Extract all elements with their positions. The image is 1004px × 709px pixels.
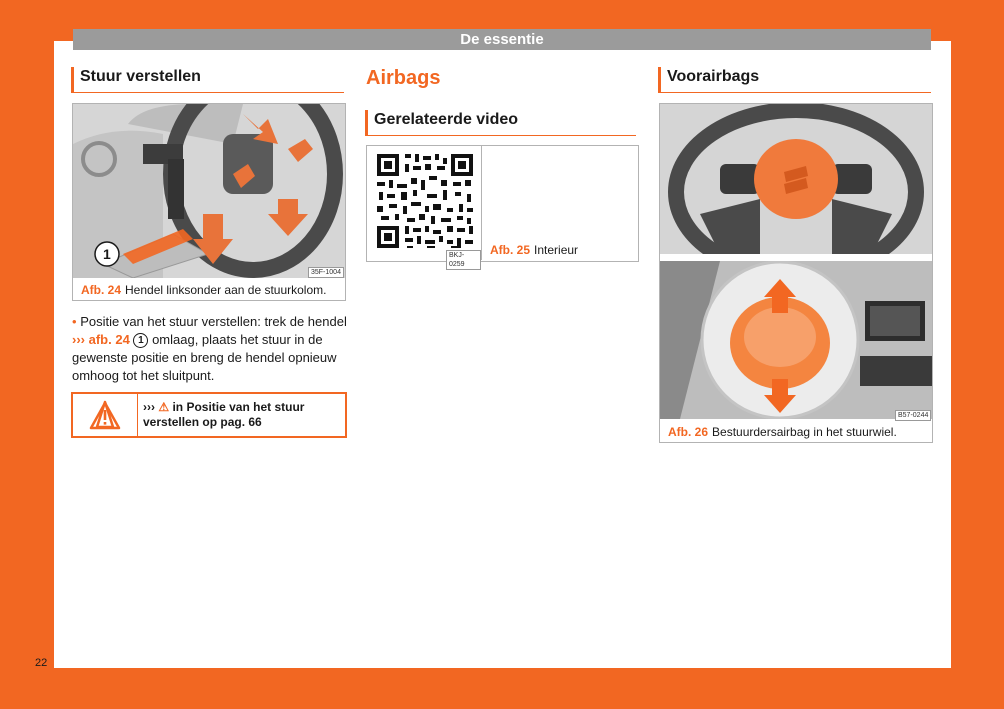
warning-icon-panel	[73, 394, 138, 436]
figure-caption	[668, 425, 930, 439]
warning-link[interactable]	[143, 400, 339, 430]
instruction-text-start: Positie van het stuur verstellen: trek de hendel	[80, 314, 347, 329]
steering-wheel-closeup-illustration	[660, 104, 932, 254]
small-warning-icon: ⚠	[158, 400, 170, 414]
warning-text: in Positie van het stuur verstellen op pag. 66	[143, 400, 305, 429]
section-heading-stuur-verstellen: Stuur verstellen	[71, 67, 344, 93]
warning-box	[71, 392, 347, 438]
warning-arrows: ›››	[143, 400, 155, 414]
caption-label[interactable]: Afb. 26	[668, 425, 709, 439]
warning-triangle-icon	[73, 394, 137, 436]
caption-label[interactable]: Afb. 25	[490, 243, 531, 257]
section-heading-gerelateerde-video: Gerelateerde video	[365, 110, 636, 136]
figure-qr-video	[366, 145, 639, 268]
figure-code: 35F-1004	[308, 267, 344, 278]
instruction-text-end: omlaag, plaats het stuur in de gewenste positie en breng de hendel opnieuw omhoog tot het sluitpunt.	[72, 332, 337, 383]
figure-caption	[81, 283, 341, 297]
airbag-deployed-illustration	[660, 261, 932, 419]
figure-driver-airbag	[659, 103, 933, 443]
instruction-paragraph	[72, 313, 347, 385]
qr-code-panel[interactable]	[367, 146, 482, 268]
figure-callout-1: 1	[103, 246, 111, 262]
airbag-deployed-svg	[660, 261, 932, 419]
figure-caption	[490, 243, 630, 257]
figure-code: B57-0244	[895, 410, 931, 421]
figure-code: BKJ-0259	[446, 250, 481, 270]
callout-number: 1	[133, 333, 148, 348]
caption-label[interactable]: Afb. 24	[81, 283, 122, 297]
chapter-header: De essentie	[73, 29, 931, 50]
steering-lever-svg	[73, 104, 345, 278]
caption-text: Hendel linksonder aan de stuurkolom.	[125, 283, 327, 297]
bullet-mark: •	[72, 314, 77, 329]
figure-reference-link[interactable]: ››› afb. 24	[72, 332, 130, 347]
qr-code-icon	[367, 146, 481, 260]
page-number: 22	[35, 657, 48, 669]
caption-text: Interieur	[534, 243, 579, 257]
steering-wheel-illustration	[73, 104, 345, 278]
airbag-wheel-svg	[660, 104, 932, 254]
figure-steering-lever	[72, 103, 346, 301]
page-title-airbags: Airbags	[366, 67, 441, 89]
caption-text: Bestuurdersairbag in het stuurwiel.	[712, 425, 897, 439]
section-heading-voorairbags: Voorairbags	[658, 67, 931, 93]
